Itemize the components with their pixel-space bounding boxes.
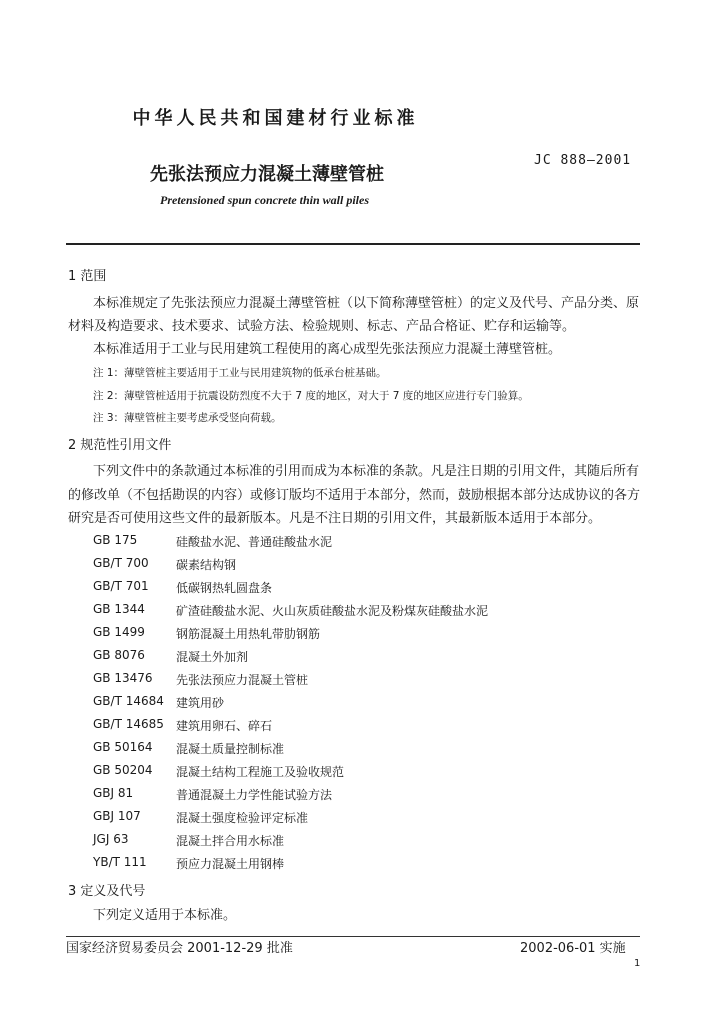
section-1-para2: 本标准适用于工业与民用建筑工程使用的离心成型先张法预应力混凝土薄壁管桩。 [93, 342, 562, 357]
reference-code: GB/T 14684 [93, 694, 164, 708]
reference-title: 低碳钢热轧圆盘条 [176, 581, 273, 595]
section-3-para: 下列定义适用于本标准。 [93, 908, 237, 923]
reference-title: 建筑用卵石、碎石 [176, 719, 273, 733]
reference-code: GB 175 [93, 533, 138, 547]
reference-code: GB 8076 [93, 648, 145, 662]
section-1-para1-line1: 本标准规定了先张法预应力混凝土薄壁管桩（以下简称薄壁管桩）的定义及代号、产品分类、原 [93, 296, 640, 311]
reference-code: GBJ 107 [93, 809, 141, 823]
section-2-para-line1: 下列文件中的条款通过本标准的引用而成为本标准的条款。凡是注日期的引用文件，其随后所有 [93, 464, 640, 479]
standard-code: JC 888—2001 [534, 153, 632, 168]
reference-code: GB 1499 [93, 625, 145, 639]
section-1-note3: 注 3：薄壁管桩主要考虑承受竖向荷载。 [93, 412, 282, 424]
effective-date: 2002-06-01 实施 [520, 941, 626, 956]
reference-code: GB 1344 [93, 602, 145, 616]
page-number: 1 [634, 958, 641, 969]
section-1-heading: 1 范围 [68, 269, 107, 284]
section-1-note2: 注 2：薄壁管桩适用于抗震设防烈度不大于 7 度的地区，对大于 7 度的地区应进行专门验算。 [93, 390, 529, 402]
document-title-english: Pretensioned spun concrete thin wall piles [160, 193, 370, 207]
section-2-para-line2: 的修改单（不包括勘误的内容）或修订版均不适用于本部分，然而，鼓励根据本部分达成协议的各方 [68, 488, 641, 503]
reference-code: GB/T 14685 [93, 717, 164, 731]
reference-code: GBJ 81 [93, 786, 134, 800]
reference-title: 普通混凝土力学性能试验方法 [176, 788, 333, 802]
reference-title: 碳素结构钢 [176, 558, 237, 572]
reference-code: GB 50204 [93, 763, 153, 777]
reference-title: 混凝土外加剂 [176, 650, 249, 664]
reference-code: YB/T 111 [93, 855, 147, 869]
reference-code: GB/T 701 [93, 579, 149, 593]
reference-code: GB 50164 [93, 740, 153, 754]
reference-title: 混凝土拌合用水标准 [176, 834, 285, 848]
reference-title: 矿渣硅酸盐水泥、火山灰质硅酸盐水泥及粉煤灰硅酸盐水泥 [176, 604, 489, 618]
reference-title: 预应力混凝土用钢棒 [176, 857, 285, 871]
standard-org-title: 中华人民共和国建材行业标准 [132, 108, 419, 129]
reference-code: JGJ 63 [93, 832, 129, 846]
reference-title: 建筑用砂 [176, 696, 225, 710]
reference-title: 混凝土质量控制标准 [176, 742, 285, 756]
section-1-para1-line2: 材料及构造要求、技术要求、试验方法、检验规则、标志、产品合格证、贮存和运输等。 [68, 319, 576, 334]
reference-title: 混凝土结构工程施工及验收规范 [176, 765, 345, 779]
reference-code: GB/T 700 [93, 556, 149, 570]
reference-title: 先张法预应力混凝土管桩 [176, 673, 309, 687]
header-divider [66, 243, 640, 245]
reference-title: 硅酸盐水泥、普通硅酸盐水泥 [176, 535, 333, 549]
section-1-note1: 注 1：薄壁管桩主要适用于工业与民用建筑物的低承台桩基础。 [93, 367, 387, 379]
section-2-heading: 2 规范性引用文件 [68, 438, 172, 453]
reference-title: 混凝土强度检验评定标准 [176, 811, 309, 825]
approval-statement: 国家经济贸易委员会 2001-12-29 批准 [66, 941, 293, 956]
section-2-para-line3: 研究是否可使用这些文件的最新版本。凡是不注日期的引用文件，其最新版本适用于本部分。 [68, 511, 602, 526]
section-3-heading: 3 定义及代号 [68, 884, 146, 899]
reference-title: 钢筋混凝土用热轧带肋钢筋 [176, 627, 321, 641]
reference-code: GB 13476 [93, 671, 153, 685]
document-title: 先张法预应力混凝土薄壁管桩 [150, 164, 384, 185]
